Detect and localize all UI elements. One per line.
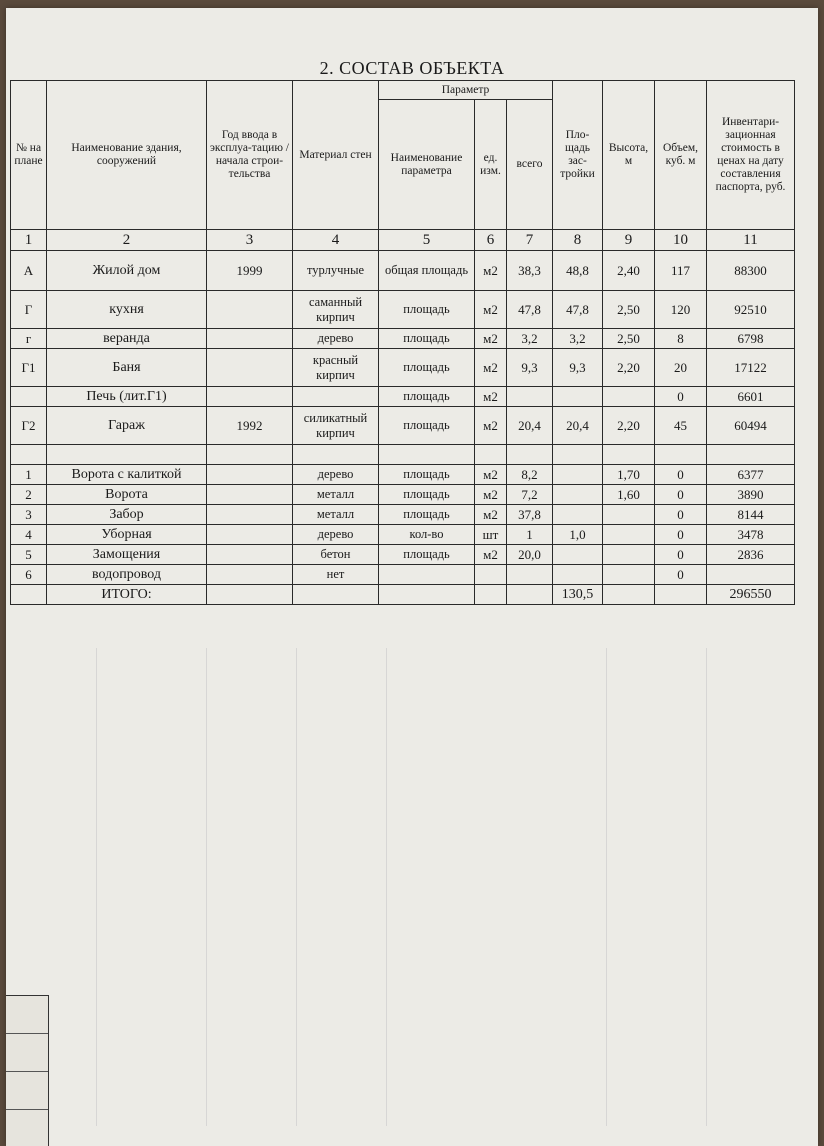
cell-name: Печь (лит.Г1) xyxy=(47,387,207,407)
table-row xyxy=(11,525,795,545)
cell-cost: 17122 xyxy=(707,349,795,387)
column-number: 3 xyxy=(207,230,293,251)
table-row xyxy=(11,445,795,465)
header-total: всего xyxy=(507,100,553,230)
cell-height xyxy=(603,565,655,585)
cell-material: бетон xyxy=(293,545,379,565)
cell-volume xyxy=(655,445,707,465)
cell-param: площадь xyxy=(379,407,475,445)
cell-height xyxy=(603,387,655,407)
cell-cost: 6377 xyxy=(707,465,795,485)
cell-volume: 0 xyxy=(655,525,707,545)
cell-material xyxy=(293,387,379,407)
cell-cost: 6601 xyxy=(707,387,795,407)
header-name: Наименование здания, сооружений xyxy=(47,81,207,230)
cell-cost: 2836 xyxy=(707,545,795,565)
cell-no: 3 xyxy=(11,505,47,525)
totals-cell xyxy=(655,585,707,605)
cell-name: Забор xyxy=(47,505,207,525)
cell-height xyxy=(603,545,655,565)
cell-material: дерево xyxy=(293,525,379,545)
cell-area xyxy=(553,465,603,485)
cell-total xyxy=(507,565,553,585)
cell-unit: м2 xyxy=(475,349,507,387)
header-cost: Инвентари-зационная стоимость в ценах на дату составления паспорта, руб. xyxy=(707,81,795,230)
cell-material: дерево xyxy=(293,465,379,485)
header-volume: Объем, куб. м xyxy=(655,81,707,230)
column-number: 2 xyxy=(47,230,207,251)
table-row xyxy=(11,465,795,485)
header-year: Год ввода в эксплуа-тацию / начала строи-тельства xyxy=(207,81,293,230)
cell-area xyxy=(553,505,603,525)
column-number: 7 xyxy=(507,230,553,251)
cell-cost: 6798 xyxy=(707,329,795,349)
header-height: Высота, м xyxy=(603,81,655,230)
column-number: 5 xyxy=(379,230,475,251)
totals-cell xyxy=(603,585,655,605)
object-table xyxy=(10,80,795,605)
cell-total: 7,2 xyxy=(507,485,553,505)
cell-name: кухня xyxy=(47,291,207,329)
cell-cost xyxy=(707,445,795,465)
cell-total: 20,0 xyxy=(507,545,553,565)
cell-total: 47,8 xyxy=(507,291,553,329)
cell-area: 20,4 xyxy=(553,407,603,445)
cell-total: 37,8 xyxy=(507,505,553,525)
cell-material: металл xyxy=(293,505,379,525)
cell-volume: 0 xyxy=(655,505,707,525)
table-row xyxy=(11,387,795,407)
cell-volume: 8 xyxy=(655,329,707,349)
ruled-line xyxy=(386,648,387,1126)
cell-height xyxy=(603,505,655,525)
cell-volume: 0 xyxy=(655,465,707,485)
ruled-line xyxy=(296,648,297,1126)
cell-no: 6 xyxy=(11,565,47,585)
cell-no: 4 xyxy=(11,525,47,545)
cell-year: 1992 xyxy=(207,407,293,445)
cell-unit: м2 xyxy=(475,387,507,407)
cell-name: Жилой дом xyxy=(47,251,207,291)
cell-area: 1,0 xyxy=(553,525,603,545)
table-row xyxy=(11,291,795,329)
cell-unit: м2 xyxy=(475,251,507,291)
cell-material: красный кирпич xyxy=(293,349,379,387)
cell-total: 38,3 xyxy=(507,251,553,291)
cell-param: площадь xyxy=(379,387,475,407)
cell-material: дерево xyxy=(293,329,379,349)
table-row xyxy=(11,329,795,349)
cell-unit: шт xyxy=(475,525,507,545)
margin-stamp-block xyxy=(6,995,49,1146)
header-material: Материал стен xyxy=(293,81,379,230)
cell-no: Г xyxy=(11,291,47,329)
column-number: 9 xyxy=(603,230,655,251)
cell-param: площадь xyxy=(379,291,475,329)
cell-no: 5 xyxy=(11,545,47,565)
totals-cost: 296550 xyxy=(707,585,795,605)
header-param-group: Параметр xyxy=(379,81,553,100)
cell-height: 2,50 xyxy=(603,329,655,349)
table-row xyxy=(11,349,795,387)
cell-year xyxy=(207,545,293,565)
cell-area: 9,3 xyxy=(553,349,603,387)
cell-total: 9,3 xyxy=(507,349,553,387)
cell-name xyxy=(47,445,207,465)
cell-no: Г2 xyxy=(11,407,47,445)
cell-param xyxy=(379,445,475,465)
cell-param: площадь xyxy=(379,465,475,485)
cell-name: Уборная xyxy=(47,525,207,545)
cell-param xyxy=(379,565,475,585)
totals-cell xyxy=(207,585,293,605)
ruled-line xyxy=(206,648,207,1126)
cell-height: 1,60 xyxy=(603,485,655,505)
cell-area: 3,2 xyxy=(553,329,603,349)
cell-unit: м2 xyxy=(475,545,507,565)
cell-unit: м2 xyxy=(475,329,507,349)
cell-cost: 3478 xyxy=(707,525,795,545)
column-number: 8 xyxy=(553,230,603,251)
cell-year xyxy=(207,525,293,545)
cell-height: 2,40 xyxy=(603,251,655,291)
cell-area: 48,8 xyxy=(553,251,603,291)
table-row xyxy=(11,505,795,525)
totals-cell xyxy=(507,585,553,605)
table-row xyxy=(11,545,795,565)
cell-unit: м2 xyxy=(475,485,507,505)
column-number: 6 xyxy=(475,230,507,251)
column-number-row xyxy=(11,230,795,251)
cell-material: нет xyxy=(293,565,379,585)
cell-unit: м2 xyxy=(475,505,507,525)
table-row xyxy=(11,565,795,585)
header-area: Пло-щадь зас-тройки xyxy=(553,81,603,230)
cell-area xyxy=(553,485,603,505)
cell-year xyxy=(207,505,293,525)
totals-cell xyxy=(379,585,475,605)
table-row xyxy=(11,407,795,445)
cell-volume: 0 xyxy=(655,565,707,585)
cell-total: 8,2 xyxy=(507,465,553,485)
totals-label: ИТОГО: xyxy=(47,585,207,605)
totals-cell xyxy=(11,585,47,605)
cell-volume: 117 xyxy=(655,251,707,291)
cell-param: площадь xyxy=(379,485,475,505)
cell-param: площадь xyxy=(379,545,475,565)
cell-no: 2 xyxy=(11,485,47,505)
ruled-line xyxy=(606,648,607,1126)
cell-total xyxy=(507,387,553,407)
cell-no: г xyxy=(11,329,47,349)
cell-area xyxy=(553,545,603,565)
cell-area xyxy=(553,445,603,465)
cell-material: силикатный кирпич xyxy=(293,407,379,445)
cell-name: веранда xyxy=(47,329,207,349)
cell-year xyxy=(207,445,293,465)
cell-height: 2,20 xyxy=(603,349,655,387)
cell-unit: м2 xyxy=(475,291,507,329)
cell-cost: 60494 xyxy=(707,407,795,445)
cell-total xyxy=(507,445,553,465)
column-number: 11 xyxy=(707,230,795,251)
cell-volume: 0 xyxy=(655,545,707,565)
cell-height xyxy=(603,525,655,545)
header-no: № на плане xyxy=(11,81,47,230)
cell-year xyxy=(207,387,293,407)
cell-cost: 88300 xyxy=(707,251,795,291)
cell-area: 47,8 xyxy=(553,291,603,329)
cell-total: 20,4 xyxy=(507,407,553,445)
table-body xyxy=(11,251,795,585)
ruled-line xyxy=(706,648,707,1126)
cell-cost: 3890 xyxy=(707,485,795,505)
cell-param: площадь xyxy=(379,505,475,525)
cell-no: 1 xyxy=(11,465,47,485)
cell-cost: 92510 xyxy=(707,291,795,329)
cell-material: турлучные xyxy=(293,251,379,291)
cell-area xyxy=(553,387,603,407)
cell-height: 1,70 xyxy=(603,465,655,485)
totals-cell xyxy=(293,585,379,605)
cell-cost xyxy=(707,565,795,585)
cell-param: площадь xyxy=(379,329,475,349)
cell-volume: 0 xyxy=(655,387,707,407)
column-number: 4 xyxy=(293,230,379,251)
table-row xyxy=(11,251,795,291)
cell-volume: 120 xyxy=(655,291,707,329)
header-unit: ед. изм. xyxy=(475,100,507,230)
cell-unit xyxy=(475,445,507,465)
cell-name: водопровод xyxy=(47,565,207,585)
cell-no xyxy=(11,445,47,465)
cell-param: площадь xyxy=(379,349,475,387)
cell-material xyxy=(293,445,379,465)
table-row xyxy=(11,485,795,505)
cell-unit: м2 xyxy=(475,407,507,445)
totals-row xyxy=(11,585,795,605)
header-param-name: Наименование параметра xyxy=(379,100,475,230)
cell-year xyxy=(207,485,293,505)
cell-height xyxy=(603,445,655,465)
cell-name: Замощения xyxy=(47,545,207,565)
cell-cost: 8144 xyxy=(707,505,795,525)
cell-year: 1999 xyxy=(207,251,293,291)
cell-no xyxy=(11,387,47,407)
cell-height: 2,50 xyxy=(603,291,655,329)
cell-material: металл xyxy=(293,485,379,505)
ruled-line xyxy=(96,648,97,1126)
cell-year xyxy=(207,565,293,585)
page-title: 2. СОСТАВ ОБЪЕКТА xyxy=(319,58,505,78)
cell-volume: 20 xyxy=(655,349,707,387)
cell-year xyxy=(207,465,293,485)
cell-param: общая площадь xyxy=(379,251,475,291)
column-number: 10 xyxy=(655,230,707,251)
cell-volume: 45 xyxy=(655,407,707,445)
cell-total: 3,2 xyxy=(507,329,553,349)
cell-year xyxy=(207,349,293,387)
column-number: 1 xyxy=(11,230,47,251)
cell-total: 1 xyxy=(507,525,553,545)
cell-material: саманный кирпич xyxy=(293,291,379,329)
totals-cell xyxy=(475,585,507,605)
cell-no: Г1 xyxy=(11,349,47,387)
cell-volume: 0 xyxy=(655,485,707,505)
cell-unit xyxy=(475,565,507,585)
cell-param: кол-во xyxy=(379,525,475,545)
cell-name: Гараж xyxy=(47,407,207,445)
totals-area: 130,5 xyxy=(553,585,603,605)
cell-name: Ворота xyxy=(47,485,207,505)
cell-area xyxy=(553,565,603,585)
cell-height: 2,20 xyxy=(603,407,655,445)
cell-unit: м2 xyxy=(475,465,507,485)
cell-name: Ворота с калиткой xyxy=(47,465,207,485)
cell-no: А xyxy=(11,251,47,291)
cell-year xyxy=(207,329,293,349)
cell-name: Баня xyxy=(47,349,207,387)
cell-year xyxy=(207,291,293,329)
